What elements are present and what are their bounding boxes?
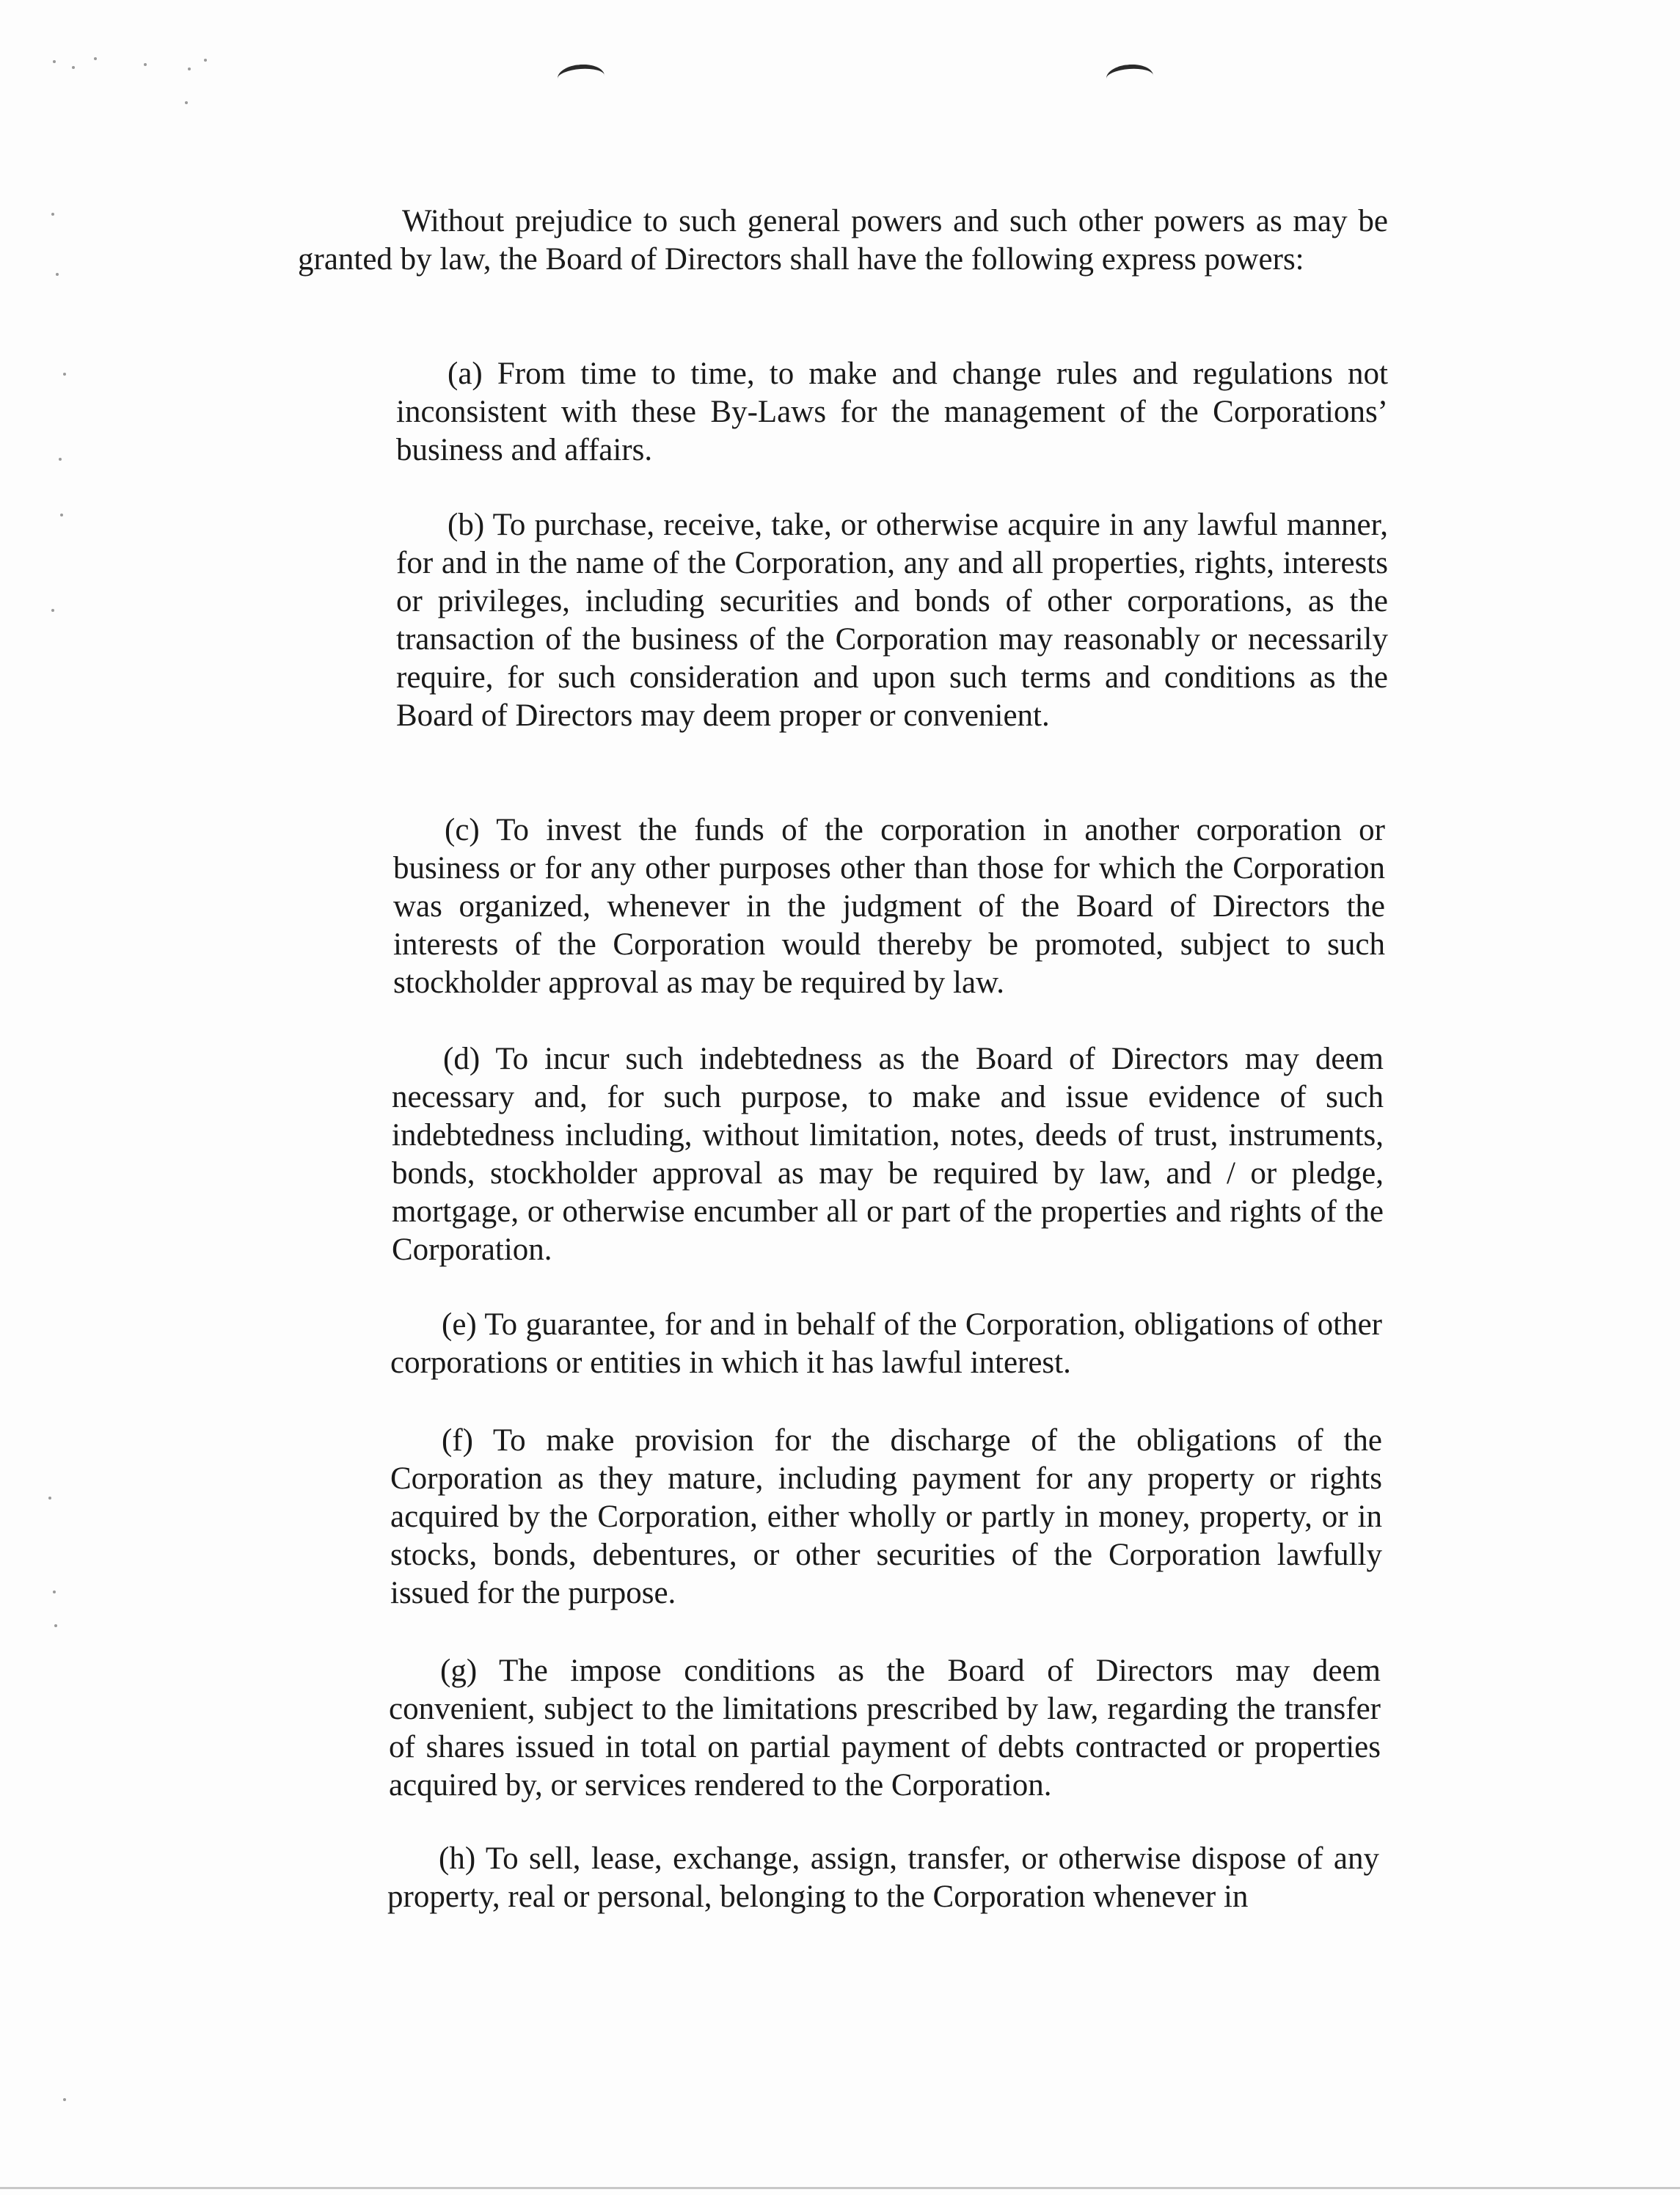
scan-speck (53, 1590, 56, 1593)
scan-speck (51, 213, 54, 216)
power-item-e: (e) To guarantee, for and in behalf of the Corporation, obligations of other corporations or entities in which it has lawful interest. (390, 1307, 1382, 1380)
punch-hole-mark-right (1106, 63, 1154, 91)
scan-speck (204, 59, 207, 62)
scan-speck (188, 67, 191, 70)
power-item-g: (g) The impose conditions as the Board of Directors may deem convenient, subject to the limitations prescribed by law, regarding the transfer of shares issued in total on partial payment of debts contracted or properties acquired by, or services rendered to the Corporation. (389, 1654, 1381, 1803)
scan-speck (51, 609, 54, 612)
scan-speck (53, 60, 56, 63)
scan-speck (94, 57, 97, 60)
scan-speck (185, 101, 188, 104)
scan-speck (63, 2098, 66, 2101)
power-item-c: (c) To invest the funds of the corporation in another corporation or business or for any other purposes other than those for which the Corporation was organized, whenever in the judgment of the Board of Directors the interests of the Corporation would thereby be promoted, subject to such stockholder approval as may be required by law. (393, 813, 1385, 1000)
scan-speck (59, 458, 62, 461)
scan-speck (60, 514, 63, 516)
power-item-h: (h) To sell, lease, exchange, assign, transfer, or otherwise dispose of any property, real or personal, belonging to the Corporation whenever in (387, 1841, 1379, 1914)
scan-speck (48, 1497, 51, 1500)
scan-speck (63, 373, 66, 376)
scan-speck (144, 63, 147, 66)
intro-paragraph: Without prejudice to such general powers and such other powers as may be granted by law, the Board of Directors shall have the following express powers: (298, 204, 1388, 277)
power-item-a: (a) From time to time, to make and change rules and regulations not inconsistent with these By-Laws for the management of the Corporations’ business and affairs. (396, 357, 1388, 467)
punch-hole-mark-left (557, 63, 605, 91)
power-item-d: (d) To incur such indebtedness as the Board of Directors may deem necessary and, for such purpose, to make and issue evidence of such indebtedness including, without limitation, notes, deeds of trust, instruments, bonds, stockholder approval as may be required by law, and / or pledge, mortgage, or otherwise encumber all or part of the properties and rights of the Corporation. (392, 1042, 1384, 1267)
power-item-f: (f) To make provision for the discharge of the obligations of the Corporation as they mature, including payment for any property or rights acquired by the Corporation, either wholly or partly in money, property, or in stocks, bonds, debentures, or other securities of the Corporation lawfully issued for the purpose. (390, 1423, 1382, 1610)
power-item-b: (b) To purchase, receive, take, or otherwise acquire in any lawful manner, for and in the name of the Corporation, any and all properties, rights, interests or privileges, including securities and bonds of other corporations, as the transaction of the business of the Corporation may reasonably or necessarily require, for such consideration and upon such terms and conditions as the Board of Directors may deem proper or convenient. (396, 508, 1388, 733)
scan-bottom-edge (0, 2187, 1680, 2189)
scan-speck (54, 1624, 57, 1627)
scan-speck (56, 273, 59, 276)
scan-speck (72, 66, 75, 69)
